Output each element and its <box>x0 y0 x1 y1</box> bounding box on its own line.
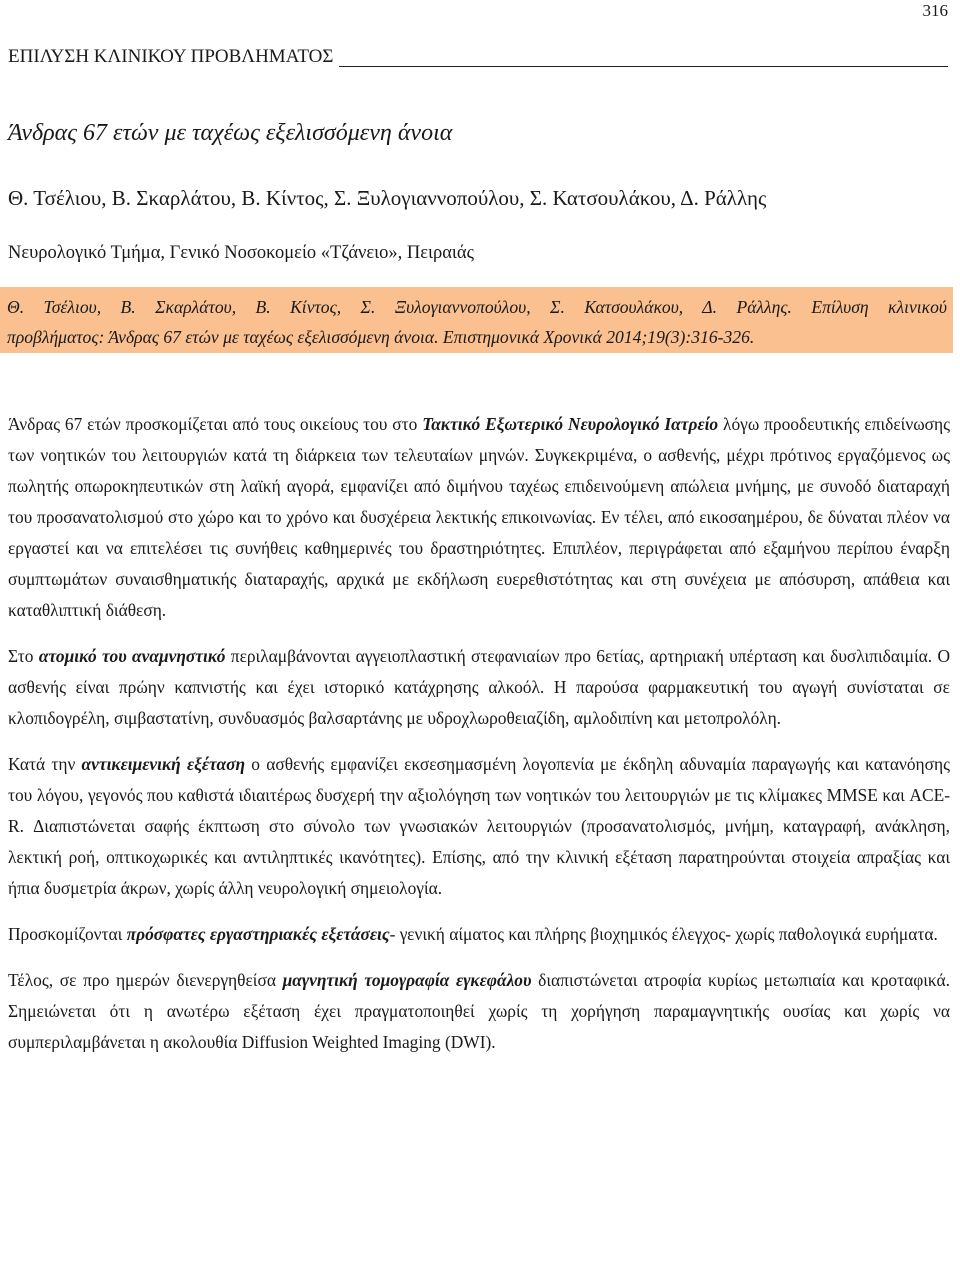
text-run: λόγω προοδευτικής επιδείνωσης των νοητικών του λειτουργιών κατά τη διάρκεια των τελευταίων μηνών. Συγκεκριμένα, ο ασθενής, μέχρι πρότινος εργαζόμενος ως πωλητής οπωροκηπευτικών στη λαϊκή αγορά, εμφανίζει από διμήνου ταχέως επιδεινούμενη απώλεια μνήμης, με συνοδό διαταραχή του προσανατολισμού στο χώρο και το χρόνο και δυσχέρεια λεκτικής επικοινωνίας. Εν τέλει, από εικοσαημέρου, δε δύναται πλέον να εργαστεί και να επιτελέσει τις συνήθεις καθημερινές του δραστηριότητες. Επιπλέον, περιγράφεται από εξαμήνου περίπου έναρξη συμπτωμάτων συναισθηματικής διαταραχής, αρχικά με εκδήλωση ευερεθιστότητας και στη συνέχεια με απόσυρση, απάθεια και καταθλιπτική διάθεση. <box>8 414 950 620</box>
text-run: Άνδρας 67 ετών προσκομίζεται από τους οικείους του στο <box>8 414 423 434</box>
text-run: περιλαμβάνονται αγγειοπλαστική στεφανιαίων προ 6ετίας, αρτηριακή υπέρταση και δυσλιπιδαιμία. Ο ασθενής είναι πρώην καπνιστής και έχει ιστορικό κατάχρησης αλκοόλ. Η παρούσα φαρμακευτική του αγωγή συνίσταται σε κλοπιδογρέλη, σιμβαστατίνη, συνδυασμός βαλσαρτάνης με υδροχλωροθειαζίδη, αμλοδιπίνη και μετοπρολόλη. <box>8 646 951 728</box>
citation-line-1: Θ. Τσέλιου, Β. Σκαρλάτου, Β. Κίντος, Σ. Ξυλογιαννοπούλου, Σ. Κατσουλάκου, Δ. Ράλλης. Επίλυση κλινικού <box>7 297 947 317</box>
paragraph-labs <box>8 919 950 950</box>
citation-line-2: προβλήματος: Άνδρας 67 ετών με ταχέως εξελισσόμενη άνοια. Επιστημονικά Χρονικά 2014;19(3):316-326. <box>7 327 755 347</box>
text-run: - γενική αίματος και πλήρης βιοχημικός έλεγχος- χωρίς παθολογικά ευρήματα. <box>389 924 938 944</box>
text-run: διαπιστώνεται ατροφία κυρίως μετωπιαία και κροταφικά. Σημειώνεται ότι η ανωτέρω εξέταση έχει πραγματοποιηθεί χωρίς τη χορήγηση παραμαγνητικής ουσίας και χωρίς να συμπεριλαμβάνεται η ακολουθία Diffusion Weighted Imaging (DWI). <box>8 970 950 1052</box>
article-body <box>8 409 950 1073</box>
text-run: Στο <box>8 646 39 666</box>
page-number: 316 <box>922 1 948 20</box>
section-header <box>8 46 948 68</box>
paragraph-examination <box>8 749 950 904</box>
paragraph-presentation <box>8 409 950 626</box>
header-rule <box>339 46 948 67</box>
emphasis-text: πρόσφατες εργαστηριακές εξετάσεις <box>126 924 390 944</box>
paragraph-imaging <box>8 965 950 1058</box>
citation-box <box>0 287 953 353</box>
text-run: Προσκομίζονται <box>8 924 127 944</box>
text-run: Κατά την <box>8 754 82 774</box>
section-title: ΕΠΙΛΥΣΗ ΚΛΙΝΙΚΟΥ ΠΡΟΒΛΗΜΑΤΟΣ <box>8 46 334 67</box>
emphasis-text: ατομικό του αναμνηστικό <box>38 646 226 666</box>
article-title: Άνδρας 67 ετών με ταχέως εξελισσόμενη άνοια <box>8 120 453 146</box>
emphasis-text: Τακτικό Εξωτερικό Νευρολογικό Ιατρείο <box>422 414 719 434</box>
affiliation: Νευρολογικό Τμήμα, Γενικό Νοσοκομείο «Τζάνειο», Πειραιάς <box>8 243 474 263</box>
text-run: Τέλος, σε προ ημερών διενεργηθείσα <box>8 970 283 990</box>
paragraph-history <box>8 641 950 734</box>
emphasis-text: μαγνητική τομογραφία εγκεφάλου <box>282 970 532 990</box>
text-run: ο ασθενής εμφανίζει εκσεσημασμένη λογοπενία με έκδηλη αδυναμία παραγωγής και κατανόησης του λόγου, γεγονός που καθιστά ιδιαιτέρως δυσχερή την αξιολόγηση των νοητικών του λειτουργιών με τις κλίμακες MMSE και ACE-R. Διαπιστώνεται σαφής έκπτωση στο σύνολο των γνωσιακών λειτουργιών (προσανατολισμός, μνήμη, καταγραφή, ανάκληση, λεκτική ροή, οπτικοχωρικές και αντιληπτικές ικανότητες). Επίσης, από την κλινική εξέταση παρατηρούνται στοιχεία απραξίας και ήπια δυσμετρία άκρων, χωρίς άλλη νευρολογική σημειολογία. <box>8 754 950 898</box>
emphasis-text: αντικειμενική εξέταση <box>81 754 246 774</box>
authors: Θ. Τσέλιου, Β. Σκαρλάτου, Β. Κίντος, Σ. Ξυλογιαννοπούλου, Σ. Κατσουλάκου, Δ. Ράλλης <box>8 186 767 210</box>
